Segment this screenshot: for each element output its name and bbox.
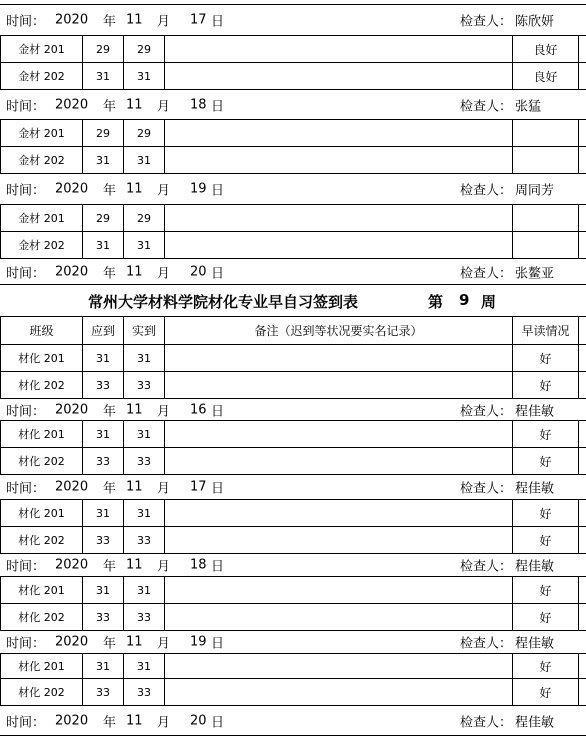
cell-due: 33	[83, 604, 124, 630]
cell-due: 33	[83, 679, 124, 705]
inspector-name: 张猛	[515, 99, 542, 114]
table-row	[0, 447, 586, 474]
date-header-row	[0, 630, 586, 653]
date-header-row	[0, 474, 586, 499]
year-value: 2020	[55, 634, 89, 650]
cell-due: 31	[83, 147, 124, 173]
year-unit: 年	[103, 404, 117, 419]
cell-note	[165, 500, 513, 526]
sheet-title: 常州大学材料学院材化专业早自习签到表	[88, 293, 359, 311]
date-header-row	[0, 173, 586, 204]
cell-present: 31	[124, 577, 165, 603]
table-row	[0, 678, 586, 705]
table-row	[0, 603, 586, 630]
cell-present: 31	[124, 500, 165, 526]
cell-present: 33	[124, 448, 165, 474]
cell-due: 31	[83, 421, 124, 447]
cell-present: 31	[124, 232, 165, 258]
year-unit: 年	[103, 183, 117, 199]
cell-note	[165, 36, 513, 62]
cell-due: 31	[83, 232, 124, 258]
cell-due: 29	[83, 36, 124, 62]
inspector-label: 检查人：	[460, 14, 513, 30]
month-unit: 月	[157, 99, 171, 114]
month-value: 11	[126, 634, 143, 650]
table-row	[0, 35, 586, 62]
date-header-row	[0, 258, 586, 284]
year-unit: 年	[103, 559, 117, 575]
cell-note	[165, 345, 513, 371]
month-value: 11	[126, 264, 143, 279]
day-value: 17	[190, 479, 207, 495]
year-unit: 年	[103, 481, 117, 497]
column-header-present: 实到	[124, 317, 165, 344]
cell-cls: 材化 201	[0, 577, 83, 603]
column-header-due: 应到	[83, 317, 124, 344]
year-value: 2020	[55, 181, 89, 197]
day-value: 18	[190, 97, 207, 112]
inspector-label: 检查人：	[460, 266, 513, 281]
cell-status	[513, 205, 579, 231]
week-unit: 周	[481, 293, 497, 311]
cell-cls: 金材 202	[0, 147, 83, 173]
cell-present: 31	[124, 63, 165, 89]
cell-cls: 金材 202	[0, 63, 83, 89]
cell-note	[165, 372, 513, 398]
cell-present: 31	[124, 147, 165, 173]
cell-status	[513, 120, 579, 146]
table-row	[0, 526, 586, 553]
day-unit: 日	[211, 559, 225, 575]
cell-cls: 材化 202	[0, 448, 83, 474]
cell-note	[165, 577, 513, 603]
cell-status: 良好	[513, 36, 579, 62]
cell-due: 33	[83, 448, 124, 474]
cell-present: 33	[124, 372, 165, 398]
cell-status: 好	[513, 527, 579, 553]
inspector-label: 检查人：	[460, 715, 513, 730]
cell-note	[165, 205, 513, 231]
cell-cls: 材化 202	[0, 372, 83, 398]
inspector-name: 程佳敏	[515, 715, 555, 730]
table-row	[0, 420, 586, 447]
table-row	[0, 499, 586, 526]
week-label: 第	[428, 293, 444, 311]
cell-present: 31	[124, 654, 165, 678]
month-unit: 月	[157, 636, 171, 652]
month-unit: 月	[157, 481, 171, 497]
cell-status: 好	[513, 448, 579, 474]
year-value: 2020	[55, 479, 89, 495]
day-unit: 日	[211, 481, 225, 497]
inspector-label: 检查人：	[460, 404, 513, 419]
cell-note	[165, 604, 513, 630]
table-row	[0, 344, 586, 371]
inspector-label: 检查人：	[460, 636, 513, 652]
table-row	[0, 146, 586, 173]
date-header-row	[0, 89, 586, 119]
cell-due: 31	[83, 654, 124, 678]
cell-note	[165, 448, 513, 474]
day-value: 19	[190, 634, 207, 650]
cell-note	[165, 147, 513, 173]
cell-note	[165, 232, 513, 258]
inspector-name: 程佳敏	[515, 404, 555, 419]
cell-present: 33	[124, 604, 165, 630]
cell-due: 29	[83, 120, 124, 146]
year-unit: 年	[103, 715, 117, 730]
day-value: 20	[190, 264, 207, 279]
cell-status	[513, 232, 579, 258]
cell-cls: 金材 201	[0, 36, 83, 62]
time-label: 时间：	[6, 14, 46, 30]
cell-due: 31	[83, 577, 124, 603]
cell-cls: 材化 201	[0, 421, 83, 447]
day-value: 16	[190, 402, 207, 417]
day-value: 17	[190, 12, 207, 28]
date-header-row	[0, 553, 586, 576]
year-unit: 年	[103, 266, 117, 281]
inspector-name: 程佳敏	[515, 636, 555, 652]
cell-present: 33	[124, 679, 165, 705]
cell-note	[165, 421, 513, 447]
time-label: 时间：	[6, 559, 46, 575]
cell-due: 33	[83, 527, 124, 553]
inspector-name: 程佳敏	[515, 559, 555, 575]
day-unit: 日	[211, 715, 225, 730]
cell-status: 好	[513, 679, 579, 705]
cell-status	[513, 147, 579, 173]
cell-cls: 金材 201	[0, 120, 83, 146]
cell-status: 好	[513, 604, 579, 630]
time-label: 时间：	[6, 404, 46, 419]
month-value: 11	[126, 479, 143, 495]
cell-cls: 材化 202	[0, 604, 83, 630]
day-value: 20	[190, 713, 207, 728]
cell-status: 好	[513, 421, 579, 447]
cell-present: 31	[124, 345, 165, 371]
cell-status: 好	[513, 500, 579, 526]
cell-cls: 金材 202	[0, 232, 83, 258]
cell-present: 29	[124, 205, 165, 231]
month-value: 11	[126, 181, 143, 197]
sheet-bottom-border	[0, 735, 586, 736]
cell-status: 好	[513, 345, 579, 371]
table-row	[0, 371, 586, 398]
inspector-label: 检查人：	[460, 183, 513, 199]
column-header-note: 备注（迟到等状况要实名记录）	[165, 317, 513, 344]
inspector-name: 陈欣妍	[515, 14, 555, 30]
time-label: 时间：	[6, 481, 46, 497]
cell-note	[165, 679, 513, 705]
cell-status: 好	[513, 654, 579, 678]
time-label: 时间：	[6, 183, 46, 199]
year-unit: 年	[103, 14, 117, 30]
table-row	[0, 204, 586, 231]
cell-due: 31	[83, 500, 124, 526]
year-value: 2020	[55, 402, 89, 417]
cell-cls: 材化 201	[0, 654, 83, 678]
cell-status: 好	[513, 372, 579, 398]
cell-due: 33	[83, 372, 124, 398]
cell-present: 29	[124, 120, 165, 146]
year-value: 2020	[55, 713, 89, 728]
year-value: 2020	[55, 12, 89, 28]
table-row	[0, 62, 586, 89]
year-value: 2020	[55, 97, 89, 112]
date-header-row	[0, 398, 586, 420]
month-value: 11	[126, 402, 143, 417]
table-row	[0, 653, 586, 678]
month-value: 11	[126, 557, 143, 573]
month-value: 11	[126, 713, 143, 728]
month-value: 11	[126, 12, 143, 28]
cell-note	[165, 654, 513, 678]
day-unit: 日	[211, 266, 225, 281]
date-header-row	[0, 705, 586, 735]
inspector-name: 周同芳	[515, 183, 555, 199]
day-value: 18	[190, 557, 207, 573]
month-unit: 月	[157, 715, 171, 730]
time-label: 时间：	[6, 715, 46, 730]
year-value: 2020	[55, 264, 89, 279]
month-value: 11	[126, 97, 143, 112]
date-header-row	[0, 4, 586, 35]
cell-note	[165, 527, 513, 553]
cell-cls: 材化 201	[0, 345, 83, 371]
cell-due: 31	[83, 63, 124, 89]
month-unit: 月	[157, 183, 171, 199]
month-unit: 月	[157, 559, 171, 575]
year-unit: 年	[103, 636, 117, 652]
inspector-label: 检查人：	[460, 99, 513, 114]
day-value: 19	[190, 181, 207, 197]
column-header-row	[0, 316, 586, 344]
table-row	[0, 119, 586, 146]
cell-cls: 金材 201	[0, 205, 83, 231]
day-unit: 日	[211, 404, 225, 419]
column-header-cls: 班级	[0, 317, 83, 344]
cell-cls: 材化 202	[0, 527, 83, 553]
cell-note	[165, 120, 513, 146]
cell-cls: 材化 201	[0, 500, 83, 526]
day-unit: 日	[211, 183, 225, 199]
cell-note	[165, 63, 513, 89]
cell-present: 31	[124, 421, 165, 447]
time-label: 时间：	[6, 99, 46, 114]
cell-due: 29	[83, 205, 124, 231]
month-unit: 月	[157, 266, 171, 281]
cell-status: 良好	[513, 63, 579, 89]
year-value: 2020	[55, 557, 89, 573]
month-unit: 月	[157, 14, 171, 30]
time-label: 时间：	[6, 266, 46, 281]
day-unit: 日	[211, 14, 225, 30]
cell-present: 33	[124, 527, 165, 553]
cell-cls: 材化 202	[0, 679, 83, 705]
inspector-name: 张鳌亚	[515, 266, 555, 281]
time-label: 时间：	[6, 636, 46, 652]
day-unit: 日	[211, 636, 225, 652]
month-unit: 月	[157, 404, 171, 419]
inspector-name: 程佳敏	[515, 481, 555, 497]
column-header-status: 早读情况	[513, 317, 579, 344]
table-row	[0, 231, 586, 258]
table-row	[0, 576, 586, 603]
day-unit: 日	[211, 99, 225, 114]
sheet-title-row	[0, 284, 586, 316]
year-unit: 年	[103, 99, 117, 114]
inspector-label: 检查人：	[460, 559, 513, 575]
cell-due: 31	[83, 345, 124, 371]
cell-status: 好	[513, 577, 579, 603]
cell-present: 29	[124, 36, 165, 62]
inspector-label: 检查人：	[460, 481, 513, 497]
week-number: 9	[459, 291, 470, 309]
